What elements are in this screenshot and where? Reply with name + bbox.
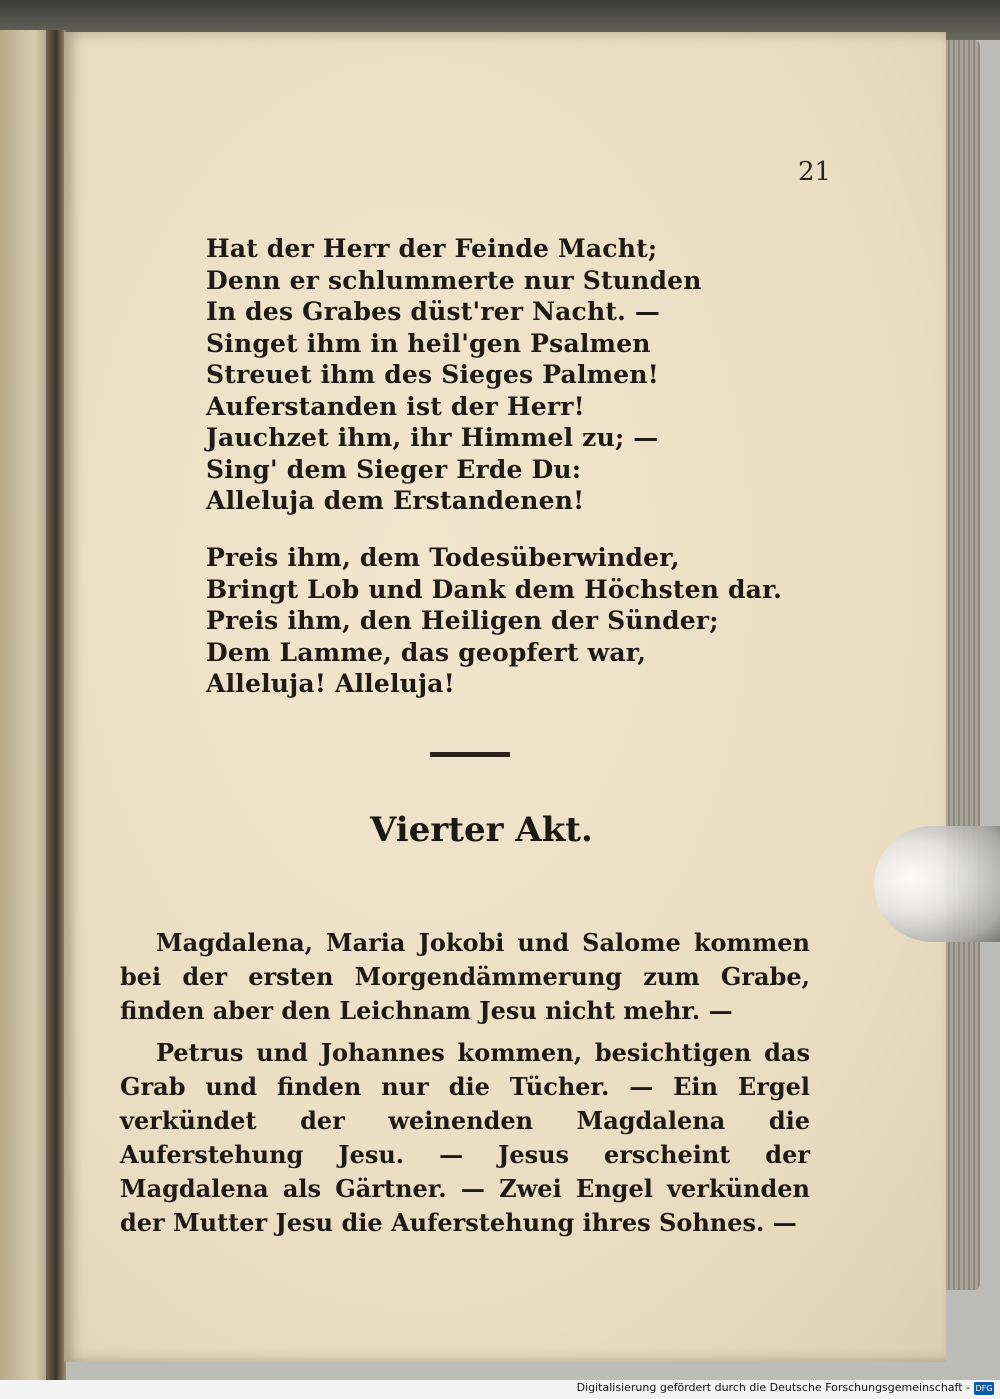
verse-line: Alleluja dem Erstandenen! <box>206 486 585 515</box>
page-clip <box>874 826 1000 942</box>
page-number: 21 <box>798 157 832 187</box>
stanza-2 <box>206 542 783 700</box>
verse-line: Preis ihm, den Heiligen der Sünder; <box>206 606 719 635</box>
verse-line: Preis ihm, dem Todesüberwinder, <box>206 543 680 572</box>
verse-line: Hat der Herr der Feinde Macht; <box>206 234 658 263</box>
verse-line: Denn er schlummerte nur Stunden <box>206 265 702 295</box>
dfg-logo-icon: DFG <box>975 1384 993 1393</box>
verse-line: Alleluja! Alleluja! <box>206 669 455 698</box>
section-divider <box>430 752 510 757</box>
verse-line: Auferstanden ist der Herr! <box>206 391 585 421</box>
act-title: Vierter Akt. <box>370 810 593 850</box>
footer-credit: Digitalisierung gefördert durch die Deutsche Forschungsgemeinschaft - <box>576 1381 970 1394</box>
stage-direction-paragraph: Magdalena, Maria Jokobi und Salome kommen bei der ersten Morgendämmerung zum Grabe, finden aber den Leichnam Jesu nicht mehr. — <box>120 928 810 1025</box>
verse-line: Singet ihm in heil'gen Psalmen <box>206 328 651 358</box>
verse-line: Jauchzet ihm, ihr Himmel zu; — <box>206 423 659 452</box>
verse-line: Bringt Lob und Dank dem Höchsten dar. <box>206 574 783 604</box>
stanza-1 <box>206 233 766 517</box>
verse-line: Sing' dem Sieger Erde Du: <box>206 454 582 484</box>
verse-line: Dem Lamme, das geopfert war, <box>206 637 647 667</box>
verse-line: In des Grabes düst'rer Nacht. — <box>206 297 661 326</box>
verse-line: Streuet ihm des Sieges Palmen! <box>206 360 659 389</box>
stage-direction-paragraph: Petrus und Johannes kommen, besichtigen das Grab und finden nur die Tücher. — Ein Ergel verkündet der weinenden Magdalena die Auferstehung Jesu. — Jesus erscheint der Magdalena als Gärtner. — Zwei Engel verkünden der Mutter Jesu die Auferstehung ihres Sohnes. — <box>120 1038 810 1237</box>
book-gutter <box>46 30 66 1380</box>
